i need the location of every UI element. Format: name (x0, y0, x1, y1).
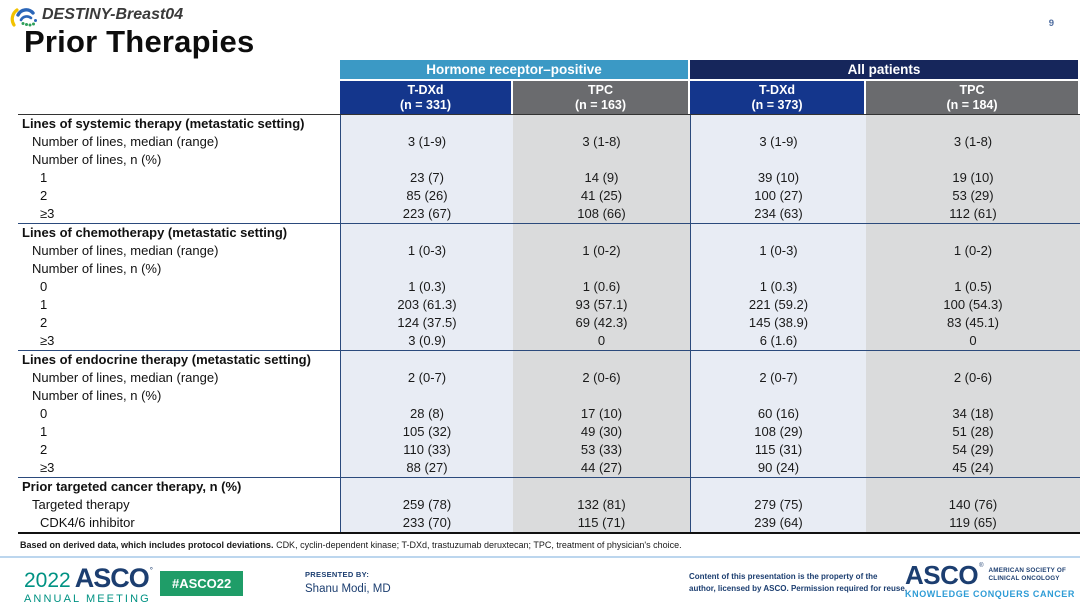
table-section-1 (18, 223, 1080, 350)
column-drug-name: TPC (588, 82, 613, 97)
value-cell: 223 (67) (340, 205, 513, 223)
value-cell: 3 (1-8) (513, 133, 690, 151)
value-cell (340, 224, 513, 242)
table-row (18, 278, 1080, 296)
value-cell: 105 (32) (340, 423, 513, 441)
value-cell: 51 (28) (866, 423, 1080, 441)
table-group-header-row (340, 60, 1080, 79)
column-drug-name: T-DXd (758, 82, 796, 97)
row-label: Targeted therapy (18, 496, 340, 514)
value-cell: 53 (29) (866, 187, 1080, 205)
value-cell: 140 (76) (866, 496, 1080, 514)
value-cell: 2 (0-6) (866, 369, 1080, 387)
row-label: 1 (18, 169, 340, 187)
footnote-abbreviations: CDK, cyclin-dependent kinase; T-DXd, trastuzumab deruxtecan; TPC, treatment of physician's choice. (273, 540, 682, 550)
value-cell: 2 (0-6) (513, 369, 690, 387)
table-row (18, 332, 1080, 350)
asco-logo-text: ASCO (905, 560, 979, 590)
value-cell (866, 478, 1080, 496)
column-header-t-dxd-0 (340, 81, 511, 114)
value-cell: 93 (57.1) (513, 296, 690, 314)
value-cell: 88 (27) (340, 459, 513, 477)
value-cell: 39 (10) (690, 169, 866, 187)
value-cell: 23 (7) (340, 169, 513, 187)
value-cell: 100 (54.3) (866, 296, 1080, 314)
value-cell (340, 151, 513, 169)
table-row (18, 205, 1080, 223)
value-cell (340, 351, 513, 369)
value-cell: 19 (10) (866, 169, 1080, 187)
column-drug-name: TPC (959, 82, 985, 97)
value-cell (690, 351, 866, 369)
meeting-org: ASCO (74, 563, 149, 593)
value-cell (690, 478, 866, 496)
table-row (18, 478, 1080, 496)
meeting-name: ANNUAL MEETING (24, 593, 151, 605)
value-cell: 115 (31) (690, 441, 866, 459)
value-cell: 1 (0.3) (690, 278, 866, 296)
value-cell: 233 (70) (340, 514, 513, 532)
table-row (18, 242, 1080, 260)
value-cell: 1 (0-2) (866, 242, 1080, 260)
value-cell: 44 (27) (513, 459, 690, 477)
table-column-header-row (340, 81, 1080, 114)
table-row (18, 405, 1080, 423)
asco-society-wordmark (905, 560, 1070, 590)
value-cell: 45 (24) (866, 459, 1080, 477)
table-row (18, 151, 1080, 169)
value-cell: 6 (1.6) (690, 332, 866, 350)
table-row (18, 260, 1080, 278)
table-row (18, 314, 1080, 332)
row-label: Number of lines, median (range) (18, 133, 340, 151)
value-cell: 203 (61.3) (340, 296, 513, 314)
copyright-disclaimer (689, 571, 907, 594)
column-sample-size: (n = 184) (946, 97, 998, 112)
table-row (18, 423, 1080, 441)
value-cell (513, 115, 690, 133)
value-cell: 115 (71) (513, 514, 690, 532)
row-label: Number of lines, median (range) (18, 369, 340, 387)
value-cell: 1 (0-3) (340, 242, 513, 260)
value-cell: 1 (0-2) (513, 242, 690, 260)
value-cell: 1 (0.5) (866, 278, 1080, 296)
presented-by-label: PRESENTED BY: (305, 570, 370, 579)
footer-divider-rule (0, 556, 1080, 558)
row-label: Number of lines, median (range) (18, 242, 340, 260)
value-cell (690, 387, 866, 405)
value-cell (340, 115, 513, 133)
value-cell: 0 (866, 332, 1080, 350)
value-cell (866, 351, 1080, 369)
value-cell (513, 151, 690, 169)
value-cell: 124 (37.5) (340, 314, 513, 332)
value-cell: 110 (33) (340, 441, 513, 459)
table-body (18, 114, 1080, 534)
footnote-bold: Based on derived data, which includes protocol deviations. (20, 540, 274, 550)
value-cell (340, 478, 513, 496)
group-header-hormone-receptor-positive: Hormone receptor–positive (340, 60, 688, 79)
table-row (18, 133, 1080, 151)
asco-society-name: AMERICAN SOCIETY OF CLINICAL ONCOLOGY (988, 567, 1067, 582)
table-section-2 (18, 350, 1080, 477)
row-label: CDK4/6 inhibitor (18, 514, 340, 532)
value-cell: 60 (16) (690, 405, 866, 423)
value-cell: 3 (1-9) (690, 133, 866, 151)
column-sample-size: (n = 163) (574, 97, 627, 112)
value-cell (513, 260, 690, 278)
registered-mark: ® (979, 563, 984, 569)
column-header-tpc-1 (513, 81, 688, 114)
value-cell (866, 151, 1080, 169)
row-label: 0 (18, 405, 340, 423)
row-label: 1 (18, 296, 340, 314)
value-cell: 119 (65) (866, 514, 1080, 532)
row-label: 2 (18, 187, 340, 205)
row-label: Number of lines, n (%) (18, 387, 340, 405)
section-header: Lines of endocrine therapy (metastatic setting) (18, 351, 340, 369)
section-header: Lines of systemic therapy (metastatic setting) (18, 115, 340, 133)
presenter-name: Shanu Modi, MD (305, 583, 391, 595)
value-cell (866, 224, 1080, 242)
value-cell: 90 (24) (690, 459, 866, 477)
section-header: Lines of chemotherapy (metastatic setting) (18, 224, 340, 242)
value-cell: 112 (61) (866, 205, 1080, 223)
row-label: Number of lines, n (%) (18, 151, 340, 169)
value-cell (690, 260, 866, 278)
value-cell: 3 (1-9) (340, 133, 513, 151)
table-row (18, 369, 1080, 387)
value-cell: 3 (0.9) (340, 332, 513, 350)
value-cell: 54 (29) (866, 441, 1080, 459)
group-header-all-patients: All patients (690, 60, 1078, 79)
value-cell: 108 (66) (513, 205, 690, 223)
value-cell (513, 351, 690, 369)
presented-by-block (305, 570, 391, 595)
value-cell: 1 (0-3) (690, 242, 866, 260)
value-cell: 100 (27) (690, 187, 866, 205)
table-section-0 (18, 115, 1080, 223)
table-row (18, 187, 1080, 205)
value-cell (866, 115, 1080, 133)
value-cell: 3 (1-8) (866, 133, 1080, 151)
trial-name: DESTINY-Breast04 (42, 6, 184, 23)
value-cell: 234 (63) (690, 205, 866, 223)
row-label: 2 (18, 314, 340, 332)
row-label: 2 (18, 441, 340, 459)
column-header-t-dxd-2 (690, 81, 864, 114)
value-cell: 83 (45.1) (866, 314, 1080, 332)
value-cell: 41 (25) (513, 187, 690, 205)
value-cell (866, 260, 1080, 278)
value-cell (513, 387, 690, 405)
value-cell: 1 (0.3) (340, 278, 513, 296)
footnote (20, 540, 682, 550)
table-row (18, 224, 1080, 242)
table-row (18, 387, 1080, 405)
value-cell: 85 (26) (340, 187, 513, 205)
meeting-year: 2022 (24, 569, 71, 592)
table-row (18, 296, 1080, 314)
registered-mark: ° (149, 566, 153, 575)
value-cell: 145 (38.9) (690, 314, 866, 332)
value-cell: 14 (9) (513, 169, 690, 187)
disclaimer-line-1: Content of this presentation is the property of the (689, 572, 878, 581)
value-cell: 1 (0.6) (513, 278, 690, 296)
column-sample-size: (n = 373) (751, 97, 803, 112)
value-cell: 259 (78) (340, 496, 513, 514)
table-row (18, 514, 1080, 532)
value-cell (513, 224, 690, 242)
value-cell (340, 387, 513, 405)
hashtag-badge: #ASCO22 (160, 571, 243, 596)
asco-society-logo (905, 560, 1076, 599)
page-number: 9 (1048, 18, 1054, 29)
value-cell: 239 (64) (690, 514, 866, 532)
value-cell: 132 (81) (513, 496, 690, 514)
value-cell: 69 (42.3) (513, 314, 690, 332)
value-cell (690, 224, 866, 242)
value-cell: 2 (0-7) (340, 369, 513, 387)
row-label: 0 (18, 278, 340, 296)
row-label: ≥3 (18, 332, 340, 350)
table-row (18, 351, 1080, 369)
value-cell: 279 (75) (690, 496, 866, 514)
value-cell (690, 151, 866, 169)
value-cell: 17 (10) (513, 405, 690, 423)
value-cell: 2 (0-7) (690, 369, 866, 387)
asco-meeting-wordmark (24, 563, 153, 593)
table-row (18, 496, 1080, 514)
table-row (18, 115, 1080, 133)
row-label: ≥3 (18, 205, 340, 223)
value-cell (690, 115, 866, 133)
disclaimer-line-2: author, licensed by ASCO. Permission required for reuse. (689, 583, 907, 593)
row-label: ≥3 (18, 459, 340, 477)
prior-therapies-table (18, 60, 1080, 534)
column-drug-name: T-DXd (407, 82, 444, 97)
asco-annual-meeting-logo (24, 563, 153, 605)
column-header-tpc-3 (866, 81, 1078, 114)
section-header: Prior targeted cancer therapy, n (%) (18, 478, 340, 496)
value-cell: 0 (513, 332, 690, 350)
column-sample-size: (n = 331) (399, 97, 452, 112)
table-row (18, 459, 1080, 477)
page-title: Prior Therapies (24, 24, 255, 59)
value-cell: 49 (30) (513, 423, 690, 441)
value-cell: 28 (8) (340, 405, 513, 423)
value-cell (513, 478, 690, 496)
row-label: 1 (18, 423, 340, 441)
value-cell: 53 (33) (513, 441, 690, 459)
value-cell (866, 387, 1080, 405)
row-label: Number of lines, n (%) (18, 260, 340, 278)
table-section-3 (18, 477, 1080, 532)
value-cell (340, 260, 513, 278)
value-cell: 34 (18) (866, 405, 1080, 423)
table-row (18, 169, 1080, 187)
table-row (18, 441, 1080, 459)
value-cell: 108 (29) (690, 423, 866, 441)
value-cell: 221 (59.2) (690, 296, 866, 314)
asco-tagline: KNOWLEDGE CONQUERS CANCER (905, 589, 1076, 599)
